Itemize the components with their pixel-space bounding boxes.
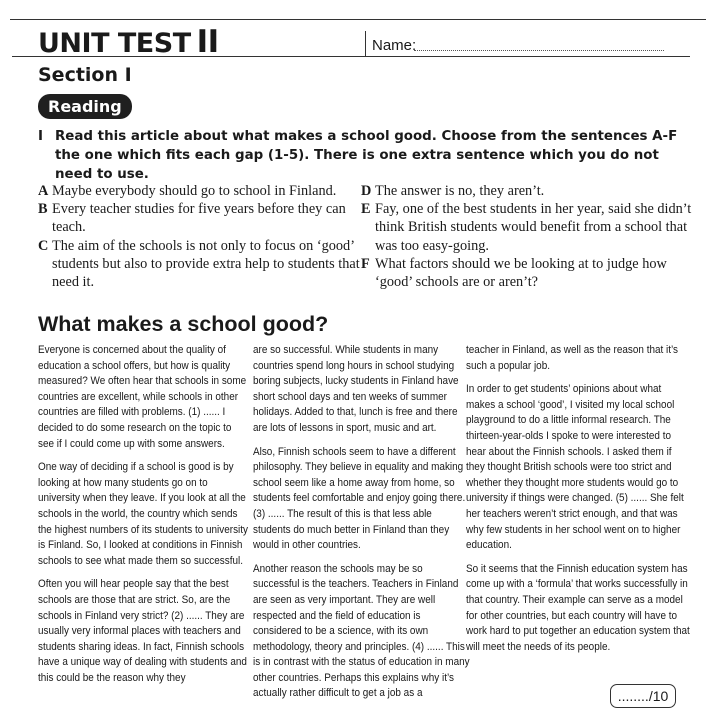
instruction-text: Read this article about what makes a school good. Choose from the sentences A-F the one which fits each gap (1-5). There is one extra sentence which you do not need to use.	[55, 129, 678, 182]
paragraph: In order to get students’ opinions about what makes a school ‘good’, I visited my local school playground to do a little informal research. The thirteen-year-olds I spoke to were interested to hear about the Finnish schools. I asked them if they thought British schools were too strict and whether they thought more students would go to university if things were changed. (5) ...... She felt her teachers weren’t strict enough, and that was why few students in her school went on to higher education.	[466, 383, 684, 552]
paragraph: So it seems that the Finnish education system has come up with a ‘formula’ that works successfully in that country. Their example can serve as a model for other countries, but each country will have to work hard to put together an education system that will meet the needs of its people.	[466, 562, 690, 653]
option-b: B Every teacher studies for five years before they can teach.	[38, 201, 346, 236]
instructions	[38, 127, 698, 184]
paragraph: Everyone is concerned about the quality of education a school offers, but how is quality measured? We often hear that schools in some countries are excellent, while schools in other countries are filled with problems. (1) ...... I decided to do some research on the topic to see if I could come up with some answers.	[38, 344, 247, 450]
section-title: Section I	[38, 64, 132, 86]
paragraph: teacher in Finland, as well as the reason that it’s such a popular job.	[466, 344, 679, 372]
title-rule	[12, 56, 367, 57]
article-column-2	[253, 343, 471, 710]
option-d: D The answer is no, they aren’t.	[361, 183, 545, 199]
name-label: Name:	[372, 37, 417, 54]
option-e: E Fay, one of the best students in her year, said she didn’t think British students would benefit from a school that was too easy-going.	[361, 201, 692, 254]
instruction-number: I	[38, 129, 43, 144]
reading-badge: Reading	[38, 94, 132, 119]
option-c: C The aim of the schools is not only to focus on ‘good’ students but also to provide extra help to students that need it.	[38, 237, 360, 291]
article-column-1	[38, 343, 249, 694]
paragraph: are so successful. While students in many countries spend long hours in school studying boring subjects, lucky students in Finland have short school days and ten weeks of summer holidays. Added to that, lunch is free and there are lots of lessons in sport, music and art.	[253, 344, 459, 434]
score-box: ......../10	[610, 684, 676, 708]
name-field[interactable]	[414, 50, 664, 51]
article-title: What makes a school good?	[38, 312, 329, 336]
unit-number: II	[196, 24, 219, 60]
paragraph: Also, Finnish schools seem to have a different philosophy. They believe in equality and making school seem like a home away from home, so students feel comfortable and enjoy going there. (3) ...... The result of this is that less able students do much better in Finland than they would in other countries.	[253, 445, 466, 552]
options-right	[361, 182, 701, 291]
top-rule	[10, 19, 706, 20]
paragraph: One way of deciding if a school is good is by looking at how many students go on to university when they leave. If you look at all the schools in the world, the country which sends the highest numbers of its students to university is Finland. So, I looked at conditions in Finnish schools to see what made them so successful.	[38, 461, 248, 567]
paragraph: Another reason the schools may be so successful is the teachers. Teachers in Finland are seen as very important. They are well respected and the field of education is considered to be a science, with its own methodology, theory and principles. (4) ...... This is in contrast with the status of education in many other countries. Perhaps this explains why it’s actually rather difficult to get a job as a	[253, 562, 470, 700]
options-left	[38, 182, 360, 291]
option-a: A Maybe everybody should go to school in Finland.	[38, 183, 337, 199]
article-column-3	[466, 343, 691, 663]
option-f: F What factors should we be looking at to judge how ‘good’ schools are or aren’t?	[361, 255, 667, 291]
paragraph: Often you will hear people say that the best schools are those that are strict. So, are the schools in Finland very strict? (2) ...... They are usually very informal places with teachers and students sharing ideas. In fact, Finnish schools have a unique way of dealing with students and this could be the reason why they	[38, 578, 247, 684]
unit-title: UNIT TEST II	[38, 24, 219, 60]
